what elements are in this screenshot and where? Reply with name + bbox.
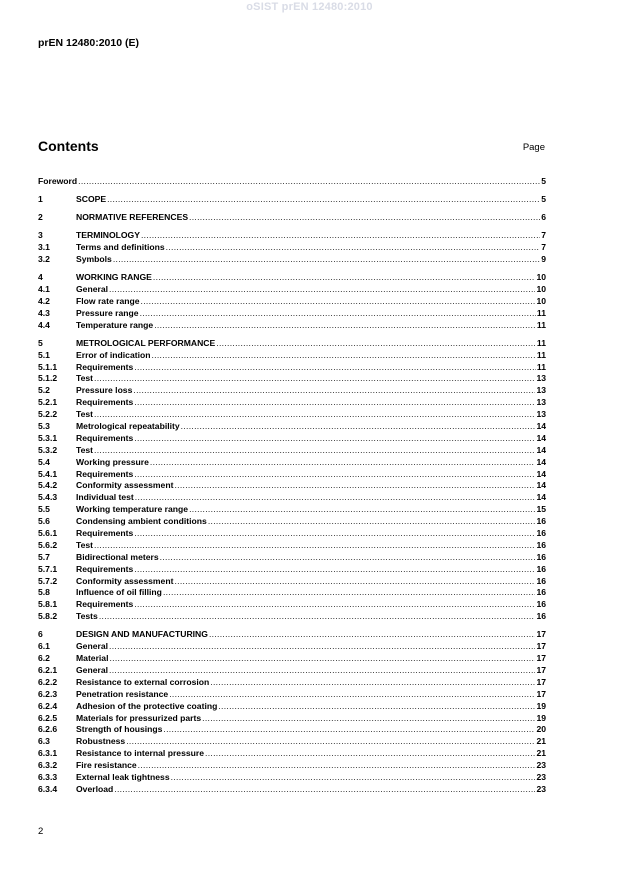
toc-dot-leader xyxy=(94,540,535,552)
toc-dot-leader xyxy=(109,284,535,296)
toc-dot-leader xyxy=(202,713,535,725)
toc-entry-page: 16 xyxy=(536,611,546,622)
toc-entry-page: 10 xyxy=(536,283,546,294)
toc-entry-page: 21 xyxy=(536,736,546,747)
toc-entry[interactable] xyxy=(38,433,546,445)
toc-entry-title: Foreword xyxy=(38,176,78,186)
toc-entry-page: 20 xyxy=(536,724,546,735)
toc-entry-number: 5.2 xyxy=(38,385,50,396)
toc-dot-leader xyxy=(134,433,535,445)
toc-entry-title: Metrological repeatability xyxy=(76,420,180,431)
toc-entry-page: 23 xyxy=(536,771,546,782)
toc-entry[interactable] xyxy=(38,629,546,641)
toc-entry-number: 5.8.1 xyxy=(38,599,58,610)
toc-entry-title: Requirements xyxy=(76,432,134,443)
toc-entry-title: NORMATIVE REFERENCES xyxy=(76,212,189,223)
toc-entry[interactable] xyxy=(38,212,546,224)
toc-entry[interactable] xyxy=(38,445,546,457)
toc-dot-leader xyxy=(94,409,535,421)
toc-entry-title: External leak tightness xyxy=(76,771,170,782)
toc-entry-title: Material xyxy=(76,653,109,664)
toc-entry-number: 6.3.3 xyxy=(38,771,58,782)
toc-entry-number: 6.2 xyxy=(38,653,50,664)
toc-dot-leader xyxy=(154,320,536,332)
toc-entry-page: 11 xyxy=(536,337,546,348)
toc-entry-page: 7 xyxy=(541,230,546,241)
toc-entry-number: 5.7.2 xyxy=(38,575,58,586)
toc-entry[interactable] xyxy=(38,194,546,206)
toc-dot-leader xyxy=(150,457,536,469)
toc-entry-title: Conformity assessment xyxy=(76,480,174,491)
toc-dot-leader xyxy=(216,338,536,350)
toc-section-group xyxy=(38,212,546,224)
toc-entry-page: 16 xyxy=(536,563,546,574)
toc-dot-leader xyxy=(107,194,540,206)
toc-entry[interactable] xyxy=(38,296,546,308)
toc-entry-title: Pressure range xyxy=(76,307,139,318)
toc-entry-page: 16 xyxy=(536,539,546,550)
toc-entry[interactable] xyxy=(38,516,546,528)
toc-entry[interactable] xyxy=(38,540,546,552)
toc-section-group xyxy=(38,230,546,266)
toc-dot-leader xyxy=(126,736,535,748)
toc-entry-number: 6.2.6 xyxy=(38,724,58,735)
toc-entry-title: Requirements xyxy=(76,563,134,574)
toc-entry-title: Test xyxy=(76,539,94,550)
toc-entry[interactable] xyxy=(38,492,546,504)
toc-entry-page: 13 xyxy=(536,397,546,408)
toc-entry-page: 5 xyxy=(541,176,546,186)
toc-entry-page: 17 xyxy=(536,629,546,640)
toc-entry-title: Condensing ambient conditions xyxy=(76,516,207,527)
toc-dot-leader xyxy=(171,772,536,784)
toc-entry-title: Pressure loss xyxy=(76,385,133,396)
toc-entry-page: 16 xyxy=(536,599,546,610)
toc-entry[interactable] xyxy=(38,677,546,689)
toc-dot-leader xyxy=(208,516,536,528)
toc-entry-title: Test xyxy=(76,409,94,420)
toc-entry[interactable] xyxy=(38,480,546,492)
toc-entry-page: 14 xyxy=(536,432,546,443)
toc-entry-number: 5.4.2 xyxy=(38,480,58,491)
toc-entry[interactable] xyxy=(38,254,546,266)
toc-entry-number: 5.4 xyxy=(38,456,50,467)
toc-entry[interactable] xyxy=(38,457,546,469)
toc-entry-title: Bidirectional meters xyxy=(76,551,159,562)
toc-dot-leader xyxy=(141,296,536,308)
toc-entry[interactable] xyxy=(38,362,546,374)
toc-entry-page: 16 xyxy=(536,516,546,527)
toc-entry-number: 5.3.2 xyxy=(38,444,58,455)
toc-entry[interactable] xyxy=(38,308,546,320)
document-id: prEN 12480:2010 (E) xyxy=(38,37,139,49)
toc-section-group xyxy=(38,629,546,795)
toc-entry-page: 17 xyxy=(536,688,546,699)
toc-entry[interactable] xyxy=(38,748,546,760)
toc-entry-page: 13 xyxy=(536,409,546,420)
toc-entry-title: Conformity assessment xyxy=(76,575,174,586)
toc-dot-leader xyxy=(163,587,536,599)
toc-entry-title: Adhesion of the protective coating xyxy=(76,700,218,711)
toc-dot-leader xyxy=(174,576,535,588)
toc-entry-number: 5.7 xyxy=(38,551,50,562)
toc-dot-leader xyxy=(210,677,535,689)
toc-dot-leader xyxy=(181,421,536,433)
toc-dot-leader xyxy=(109,653,535,665)
toc-entry-page: 7 xyxy=(541,242,546,253)
toc-entry-title: METROLOGICAL PERFORMANCE xyxy=(76,337,216,348)
toc-dot-leader xyxy=(78,176,540,188)
toc-dot-leader xyxy=(134,528,535,540)
toc-dot-leader xyxy=(133,385,535,397)
toc-entry-page: 21 xyxy=(536,748,546,759)
toc-entry-title: Robustness xyxy=(76,736,126,747)
toc-section-group xyxy=(38,176,546,188)
toc-entry-number: 4.1 xyxy=(38,283,50,294)
toc-entry-page: 16 xyxy=(536,527,546,538)
toc-entry-page: 23 xyxy=(536,783,546,794)
toc-entry-title: Test xyxy=(76,373,94,384)
toc-entry-number: 4.4 xyxy=(38,319,50,330)
toc-entry-number: 6.2.4 xyxy=(38,700,58,711)
toc-entry-title: Individual test xyxy=(76,492,134,503)
toc-section-group xyxy=(38,272,546,331)
toc-entry-number: 5.8 xyxy=(38,587,50,598)
table-of-contents xyxy=(38,176,546,802)
toc-dot-leader xyxy=(109,665,535,677)
toc-dot-leader xyxy=(174,480,535,492)
toc-dot-leader xyxy=(189,504,535,516)
toc-entry-page: 19 xyxy=(536,700,546,711)
toc-entry[interactable] xyxy=(38,373,546,385)
toc-entry[interactable] xyxy=(38,784,546,796)
toc-entry-title: Test xyxy=(76,444,94,455)
toc-entry-page: 14 xyxy=(536,468,546,479)
toc-entry-title: Symbols xyxy=(76,254,112,265)
watermark: oSIST prEN 12480:2010 xyxy=(246,1,373,13)
toc-entry-number: 3 xyxy=(38,230,43,241)
toc-dot-leader xyxy=(189,212,540,224)
toc-entry-number: 6.2.2 xyxy=(38,676,58,687)
toc-entry[interactable] xyxy=(38,176,546,188)
toc-entry-page: 15 xyxy=(536,504,546,515)
toc-entry-page: 11 xyxy=(536,307,546,318)
toc-entry-page: 14 xyxy=(536,492,546,503)
toc-entry[interactable] xyxy=(38,409,546,421)
toc-entry-number: 4.3 xyxy=(38,307,50,318)
toc-entry-page: 17 xyxy=(536,676,546,687)
toc-dot-leader xyxy=(135,492,536,504)
toc-entry-number: 5.4.1 xyxy=(38,468,58,479)
toc-entry-title: Strength of housings xyxy=(76,724,163,735)
toc-entry-title: WORKING RANGE xyxy=(76,272,152,283)
toc-entry[interactable] xyxy=(38,230,546,242)
toc-entry-number: 4.2 xyxy=(38,295,50,306)
toc-entry[interactable] xyxy=(38,653,546,665)
toc-dot-leader xyxy=(218,701,535,713)
toc-entry[interactable] xyxy=(38,504,546,516)
toc-entry[interactable] xyxy=(38,338,546,350)
toc-entry-title: Requirements xyxy=(76,468,134,479)
toc-entry-number: 5.2.1 xyxy=(38,397,58,408)
toc-entry-page: 23 xyxy=(536,760,546,771)
toc-dot-leader xyxy=(166,242,541,254)
toc-dot-leader xyxy=(140,308,536,320)
toc-dot-leader xyxy=(151,350,535,362)
toc-entry[interactable] xyxy=(38,242,546,254)
toc-entry-page: 14 xyxy=(536,420,546,431)
footer-page-number: 2 xyxy=(38,826,44,837)
toc-entry-title: Penetration resistance xyxy=(76,688,169,699)
toc-entry-title: Requirements xyxy=(76,361,134,372)
toc-dot-leader xyxy=(99,611,536,623)
toc-entry-number: 5.3 xyxy=(38,420,50,431)
toc-entry-title: Terms and definitions xyxy=(76,242,165,253)
toc-entry[interactable] xyxy=(38,552,546,564)
toc-dot-leader xyxy=(134,362,536,374)
toc-entry-title: TERMINOLOGY xyxy=(76,230,140,241)
toc-section-group xyxy=(38,194,546,206)
toc-entry-number: 5 xyxy=(38,337,43,348)
toc-dot-leader xyxy=(114,784,535,796)
toc-dot-leader xyxy=(94,445,535,457)
toc-entry-number: 3.2 xyxy=(38,254,50,265)
toc-dot-leader xyxy=(169,689,535,701)
toc-entry-page: 13 xyxy=(536,385,546,396)
toc-entry-number: 5.5 xyxy=(38,504,50,515)
toc-entry-number: 6.2.1 xyxy=(38,664,58,675)
toc-dot-leader xyxy=(209,629,536,641)
toc-entry[interactable] xyxy=(38,665,546,677)
toc-entry[interactable] xyxy=(38,713,546,725)
toc-entry-number: 5.2.2 xyxy=(38,409,58,420)
toc-entry-number: 5.6 xyxy=(38,516,50,527)
toc-entry[interactable] xyxy=(38,772,546,784)
toc-entry[interactable] xyxy=(38,689,546,701)
toc-entry[interactable] xyxy=(38,724,546,736)
toc-entry-number: 5.3.1 xyxy=(38,432,58,443)
toc-entry-page: 9 xyxy=(541,254,546,265)
toc-entry[interactable] xyxy=(38,469,546,481)
toc-entry-page: 11 xyxy=(536,319,546,330)
toc-entry-number: 6.3.4 xyxy=(38,783,58,794)
toc-dot-leader xyxy=(134,397,535,409)
toc-entry-title: Overload xyxy=(76,783,114,794)
toc-entry-page: 16 xyxy=(536,575,546,586)
toc-dot-leader xyxy=(153,272,536,284)
toc-entry[interactable] xyxy=(38,385,546,397)
toc-entry[interactable] xyxy=(38,641,546,653)
toc-entry-number: 5.1 xyxy=(38,349,50,360)
toc-entry-page: 17 xyxy=(536,664,546,675)
toc-entry-page: 19 xyxy=(536,712,546,723)
toc-entry-number: 5.7.1 xyxy=(38,563,58,574)
toc-dot-leader xyxy=(138,760,536,772)
toc-entry-title: Resistance to external corrosion xyxy=(76,676,210,687)
toc-entry[interactable] xyxy=(38,397,546,409)
toc-entry[interactable] xyxy=(38,272,546,284)
toc-entry-number: 6.3 xyxy=(38,736,50,747)
toc-entry[interactable] xyxy=(38,611,546,623)
toc-entry-page: 14 xyxy=(536,456,546,467)
toc-entry-number: 2 xyxy=(38,212,43,223)
toc-entry-number: 6.3.2 xyxy=(38,760,58,771)
toc-entry[interactable] xyxy=(38,421,546,433)
toc-dot-leader xyxy=(134,469,535,481)
toc-entry-page: 10 xyxy=(536,295,546,306)
toc-entry[interactable] xyxy=(38,320,546,332)
toc-entry[interactable] xyxy=(38,736,546,748)
toc-entry-page: 16 xyxy=(536,587,546,598)
toc-dot-leader xyxy=(113,254,540,266)
toc-entry-title: Resistance to internal pressure xyxy=(76,748,204,759)
toc-entry-page: 14 xyxy=(536,444,546,455)
toc-entry-page: 17 xyxy=(536,641,546,652)
toc-section-group xyxy=(38,338,546,623)
toc-dot-leader xyxy=(160,552,536,564)
toc-entry-title: Requirements xyxy=(76,599,134,610)
toc-entry-title: DESIGN AND MANUFACTURING xyxy=(76,629,208,640)
toc-dot-leader xyxy=(134,599,535,611)
page-title: Contents xyxy=(38,138,99,154)
toc-entry-number: 6.1 xyxy=(38,641,50,652)
toc-entry[interactable] xyxy=(38,587,546,599)
toc-dot-leader xyxy=(94,373,535,385)
toc-entry[interactable] xyxy=(38,528,546,540)
toc-entry-page: 11 xyxy=(536,349,546,360)
toc-entry[interactable] xyxy=(38,564,546,576)
toc-entry-number: 4 xyxy=(38,272,43,283)
toc-entry-page: 16 xyxy=(536,551,546,562)
toc-entry-number: 6.2.3 xyxy=(38,688,58,699)
toc-entry-page: 14 xyxy=(536,480,546,491)
toc-entry-page: 11 xyxy=(536,361,546,372)
toc-entry-title: General xyxy=(76,641,109,652)
toc-dot-leader xyxy=(109,641,535,653)
toc-entry-title: Tests xyxy=(76,611,98,622)
toc-entry-number: 6 xyxy=(38,629,43,640)
toc-entry-number: 1 xyxy=(38,194,43,205)
toc-entry-number: 5.8.2 xyxy=(38,611,58,622)
toc-entry[interactable] xyxy=(38,576,546,588)
toc-entry-title: Working pressure xyxy=(76,456,149,467)
toc-entry-number: 3.1 xyxy=(38,242,50,253)
toc-entry-title: General xyxy=(76,664,109,675)
toc-entry[interactable] xyxy=(38,350,546,362)
toc-entry-page: 13 xyxy=(536,373,546,384)
toc-entry-title: Materials for pressurized parts xyxy=(76,712,202,723)
toc-dot-leader xyxy=(134,564,535,576)
toc-entry-page: 5 xyxy=(541,194,546,205)
toc-entry-number: 5.6.2 xyxy=(38,539,58,550)
toc-entry-title: Fire resistance xyxy=(76,760,137,771)
toc-entry[interactable] xyxy=(38,760,546,772)
toc-dot-leader xyxy=(205,748,535,760)
toc-entry-number: 5.6.1 xyxy=(38,527,58,538)
toc-entry-number: 5.1.1 xyxy=(38,361,58,372)
toc-entry-number: 6.3.1 xyxy=(38,748,58,759)
toc-entry-title: SCOPE xyxy=(76,194,107,205)
toc-entry[interactable] xyxy=(38,284,546,296)
toc-entry-number: 5.1.2 xyxy=(38,373,58,384)
page-column-label: Page xyxy=(522,142,545,153)
toc-dot-leader xyxy=(141,230,540,242)
toc-entry-title: Error of indication xyxy=(76,349,151,360)
toc-entry[interactable] xyxy=(38,599,546,611)
toc-entry-title: Requirements xyxy=(76,397,134,408)
toc-entry-title: General xyxy=(76,283,109,294)
toc-entry-number: 6.2.5 xyxy=(38,712,58,723)
toc-entry-title: Flow rate range xyxy=(76,295,140,306)
toc-entry-page: 10 xyxy=(536,272,546,283)
toc-dot-leader xyxy=(163,724,535,736)
toc-entry-title: Influence of oil filling xyxy=(76,587,162,598)
toc-entry-title: Temperature range xyxy=(76,319,154,330)
toc-entry-title: Requirements xyxy=(76,527,134,538)
toc-entry-number: 5.4.3 xyxy=(38,492,58,503)
toc-entry-title: Working temperature range xyxy=(76,504,189,515)
toc-entry[interactable] xyxy=(38,701,546,713)
toc-entry-page: 6 xyxy=(541,212,546,223)
toc-entry-page: 17 xyxy=(536,653,546,664)
